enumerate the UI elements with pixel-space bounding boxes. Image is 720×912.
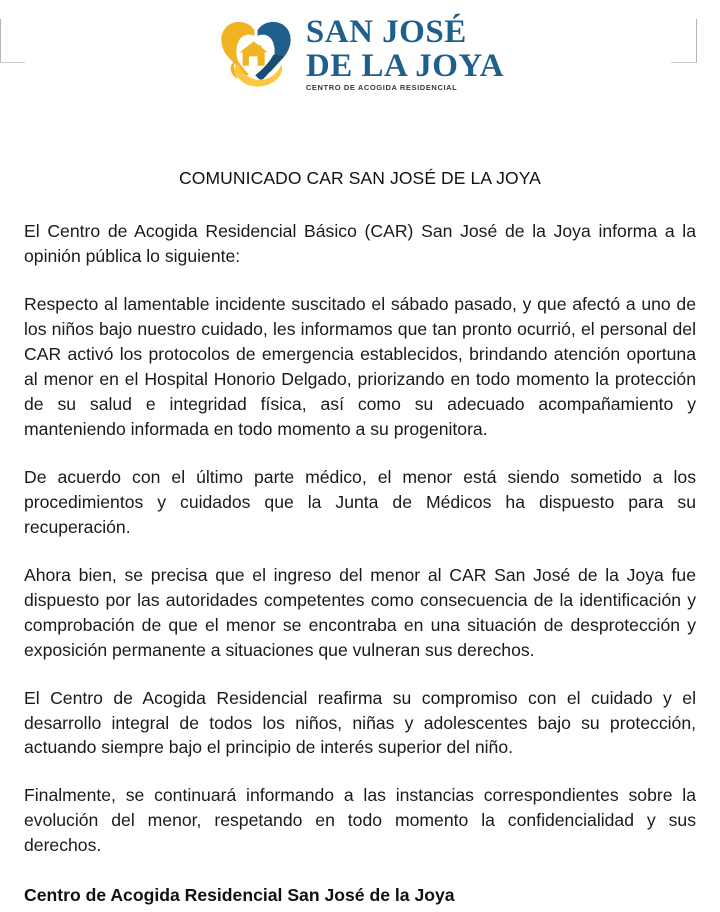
logo-brand-subtitle: CENTRO DE ACOGIDA RESIDENCIAL	[305, 83, 458, 93]
paragraph-2: Respecto al lamentable incidente suscitado el sábado pasado, y que afectó a uno de los niños bajo nuestro cuidado, les informamos que tan pronto ocurrió, el personal del CAR activó los protocolos de emergencia establecidos, brindando atención oportuna al menor en el Hospital Honorio Delgado, priorizando en todo momento la protección de su salud e integridad física, así como su adecuado acompañamiento y manteniendo informada en todo momento a su progenitora.	[24, 293, 696, 439]
paragraph-5: El Centro de Acogida Residencial reafirma su compromiso con el cuidado y el desarrollo integral de todos los niños, niñas y adolescentes bajo su protección, actuando siempre bajo el principio de interés superior del niño.	[24, 687, 696, 758]
paragraph-4: Ahora bien, se precisa que el ingreso del menor al CAR San José de la Joya fue dispuesto por las autoridades competentes como consecuencia de la identificación y comprobación de que el menor se encontraba en una situación de desprotección y exposición permanente a situaciones que vulneran sus derechos.	[24, 564, 696, 660]
document-header	[0, 0, 720, 96]
signature-line: Centro de Acogida Residencial San José de la Joya	[24, 885, 455, 906]
page-title: COMUNICADO CAR SAN JOSÉ DE LA JOYA	[179, 168, 541, 188]
logo-brand-line-1: SAN JOSÉ	[305, 14, 467, 51]
paragraph-3: De acuerdo con el último parte médico, el menor está siendo sometido a los procedimientos y cuidados que la Junta de Médicos ha dispuesto para su recuperación.	[24, 466, 696, 537]
logo-brand-line-2: DE LA JOYA	[305, 47, 505, 84]
document-body	[24, 168, 696, 907]
paragraph-1: El Centro de Acogida Residencial Básico (CAR) San José de la Joya informa a la opinión pública lo siguiente:	[24, 221, 696, 266]
heart-hand-house-logo-icon	[216, 17, 296, 91]
paragraph-6: Finalmente, se continuará informando a las instancias correspondientes sobre la evolución del menor, respetando en todo momento la confidencialidad y sus derechos.	[24, 785, 696, 856]
logo-wordmark	[306, 16, 504, 92]
